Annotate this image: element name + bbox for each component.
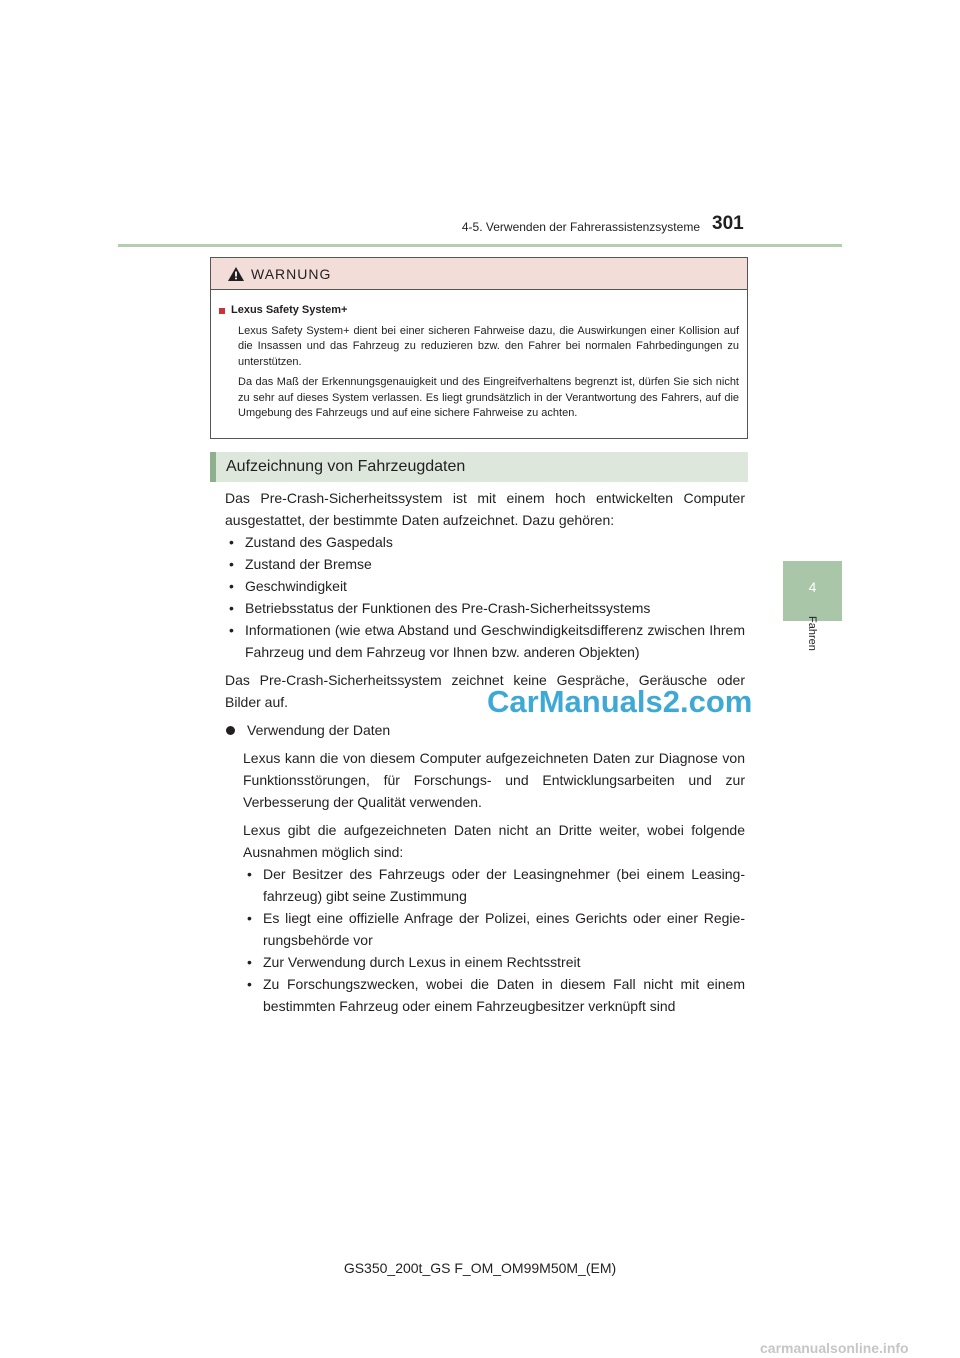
usage-paragraph: Lexus kann die von diesem Computer aufgezeichneten Daten zur Diagnose von Funktionsstörungen, für Forschungs- und Entwicklungsarbeiten und zur Verbesserung der Qualität verwenden. bbox=[243, 750, 745, 810]
bullet-dot: • bbox=[247, 954, 252, 970]
watermark: CarManuals2.com bbox=[487, 684, 753, 719]
bullet-dot: • bbox=[229, 622, 234, 638]
recorded-item-text: Geschwindigkeit bbox=[245, 578, 347, 594]
chapter-number: 4 bbox=[808, 579, 817, 595]
header-rule bbox=[118, 244, 842, 247]
disclosure-paragraph: Lexus gibt die aufgezeichneten Daten nicht an Dritte weiter, wobei folgende Ausnahmen möglich sind: bbox=[243, 822, 745, 860]
warning-title: WARNUNG bbox=[251, 265, 332, 282]
filled-circle-icon bbox=[226, 726, 235, 735]
page-number: 301 bbox=[712, 213, 744, 234]
footer-site: carmanualsonline.info bbox=[760, 1340, 909, 1356]
warning-header bbox=[211, 258, 747, 290]
usage-heading-text: Verwendung der Daten bbox=[247, 722, 391, 738]
bullet-dot: • bbox=[229, 600, 234, 616]
recorded-item-text: Zustand des Gaspedals bbox=[245, 534, 393, 550]
exception-item bbox=[243, 907, 745, 951]
warning-triangle-icon bbox=[227, 266, 245, 282]
intro-paragraph: Das Pre-Crash-Sicherheitssystem ist mit einem hoch entwickelten Computer ausgestattet, der bestimmte Daten aufzeichnet. Dazu gehören: bbox=[225, 490, 745, 528]
bullet-dot: • bbox=[247, 910, 252, 926]
exception-item bbox=[243, 973, 745, 1017]
no-record-paragraph: Das Pre-Crash-Sicherheitssystem zeichnet keine Gespräche, Geräusche oder Bilder auf. bbox=[225, 672, 745, 710]
exception-item-text: Zur Verwendung durch Lexus in einem Rechtsstreit bbox=[263, 954, 581, 970]
chapter-label: Fahren bbox=[806, 616, 818, 651]
warning-box bbox=[210, 257, 748, 439]
exception-item-text: Es liegt eine offizielle Anfrage der Polizei, eines Gerichts oder einer Regie-rungsbehörde vor bbox=[263, 910, 745, 948]
exception-item-text: Der Besitzer des Fahrzeugs oder der Leasingnehmer (bei einem Leasing-fahrzeug) gibt seine Zustimmung bbox=[263, 866, 745, 904]
bullet-dot: • bbox=[229, 534, 234, 550]
chapter-tab bbox=[783, 561, 842, 621]
bullet-dot: • bbox=[229, 578, 234, 594]
warning-subheading bbox=[219, 303, 739, 319]
warning-paragraph: Lexus Safety System+ dient bei einer sicheren Fahrweise dazu, die Auswirkungen einer Kollision auf die Insassen und das Fahrzeug zu reduzieren bzw. den Fahrer bei normalen Fahrbedingungen zu unterstützen. bbox=[238, 324, 739, 368]
exception-item bbox=[243, 863, 745, 907]
recorded-item bbox=[225, 553, 745, 575]
recorded-item-text: Informationen (wie etwa Abstand und Geschwindigkeitsdifferenz zwischen Ihrem Fahrzeug und dem Fahrzeug vor Ihnen bzw. anderen Objekten) bbox=[245, 622, 745, 660]
recorded-item bbox=[225, 597, 745, 619]
footer-doc-code: GS350_200t_GS F_OM_OM99M50M_(EM) bbox=[343, 1260, 617, 1276]
warning-paragraph: Da das Maß der Erkennungsgenauigkeit und des Eingreifverhaltens begrenzt ist, dürfen Sie sich nicht zu sehr auf dieses System verlassen. Es liegt grundsätzlich in der Verantwortung des Fahrers, auf die Umgebung des Fahrzeugs und auf eine sichere Fahrweise zu achten. bbox=[238, 376, 739, 419]
warning-subheading-text: Lexus Safety System+ bbox=[231, 304, 348, 316]
recorded-item-text: Zustand der Bremse bbox=[245, 556, 372, 572]
bullet-dot: • bbox=[247, 866, 252, 882]
bullet-dot: • bbox=[247, 976, 252, 992]
recorded-item bbox=[225, 575, 745, 597]
section-heading: Aufzeichnung von Fahrzeugdaten bbox=[210, 452, 748, 482]
exception-item bbox=[243, 951, 745, 973]
usage-heading bbox=[225, 719, 745, 741]
warning-body bbox=[211, 290, 747, 422]
bullet-dot: • bbox=[229, 556, 234, 572]
recorded-item bbox=[225, 619, 745, 663]
section-body bbox=[225, 487, 745, 1017]
recorded-item-text: Betriebsstatus der Funktionen des Pre-Crash-Sicherheitssystems bbox=[245, 600, 651, 616]
red-square-icon bbox=[219, 308, 225, 314]
header-section-title: 4-5. Verwenden der Fahrerassistenzsysteme bbox=[461, 220, 700, 234]
exception-item-text: Zu Forschungszwecken, wobei die Daten in diesem Fall nicht mit einem bestimmten Fahrzeug oder einem Fahrzeugbesitzer verknüpft sind bbox=[263, 976, 745, 1014]
recorded-item bbox=[225, 531, 745, 553]
